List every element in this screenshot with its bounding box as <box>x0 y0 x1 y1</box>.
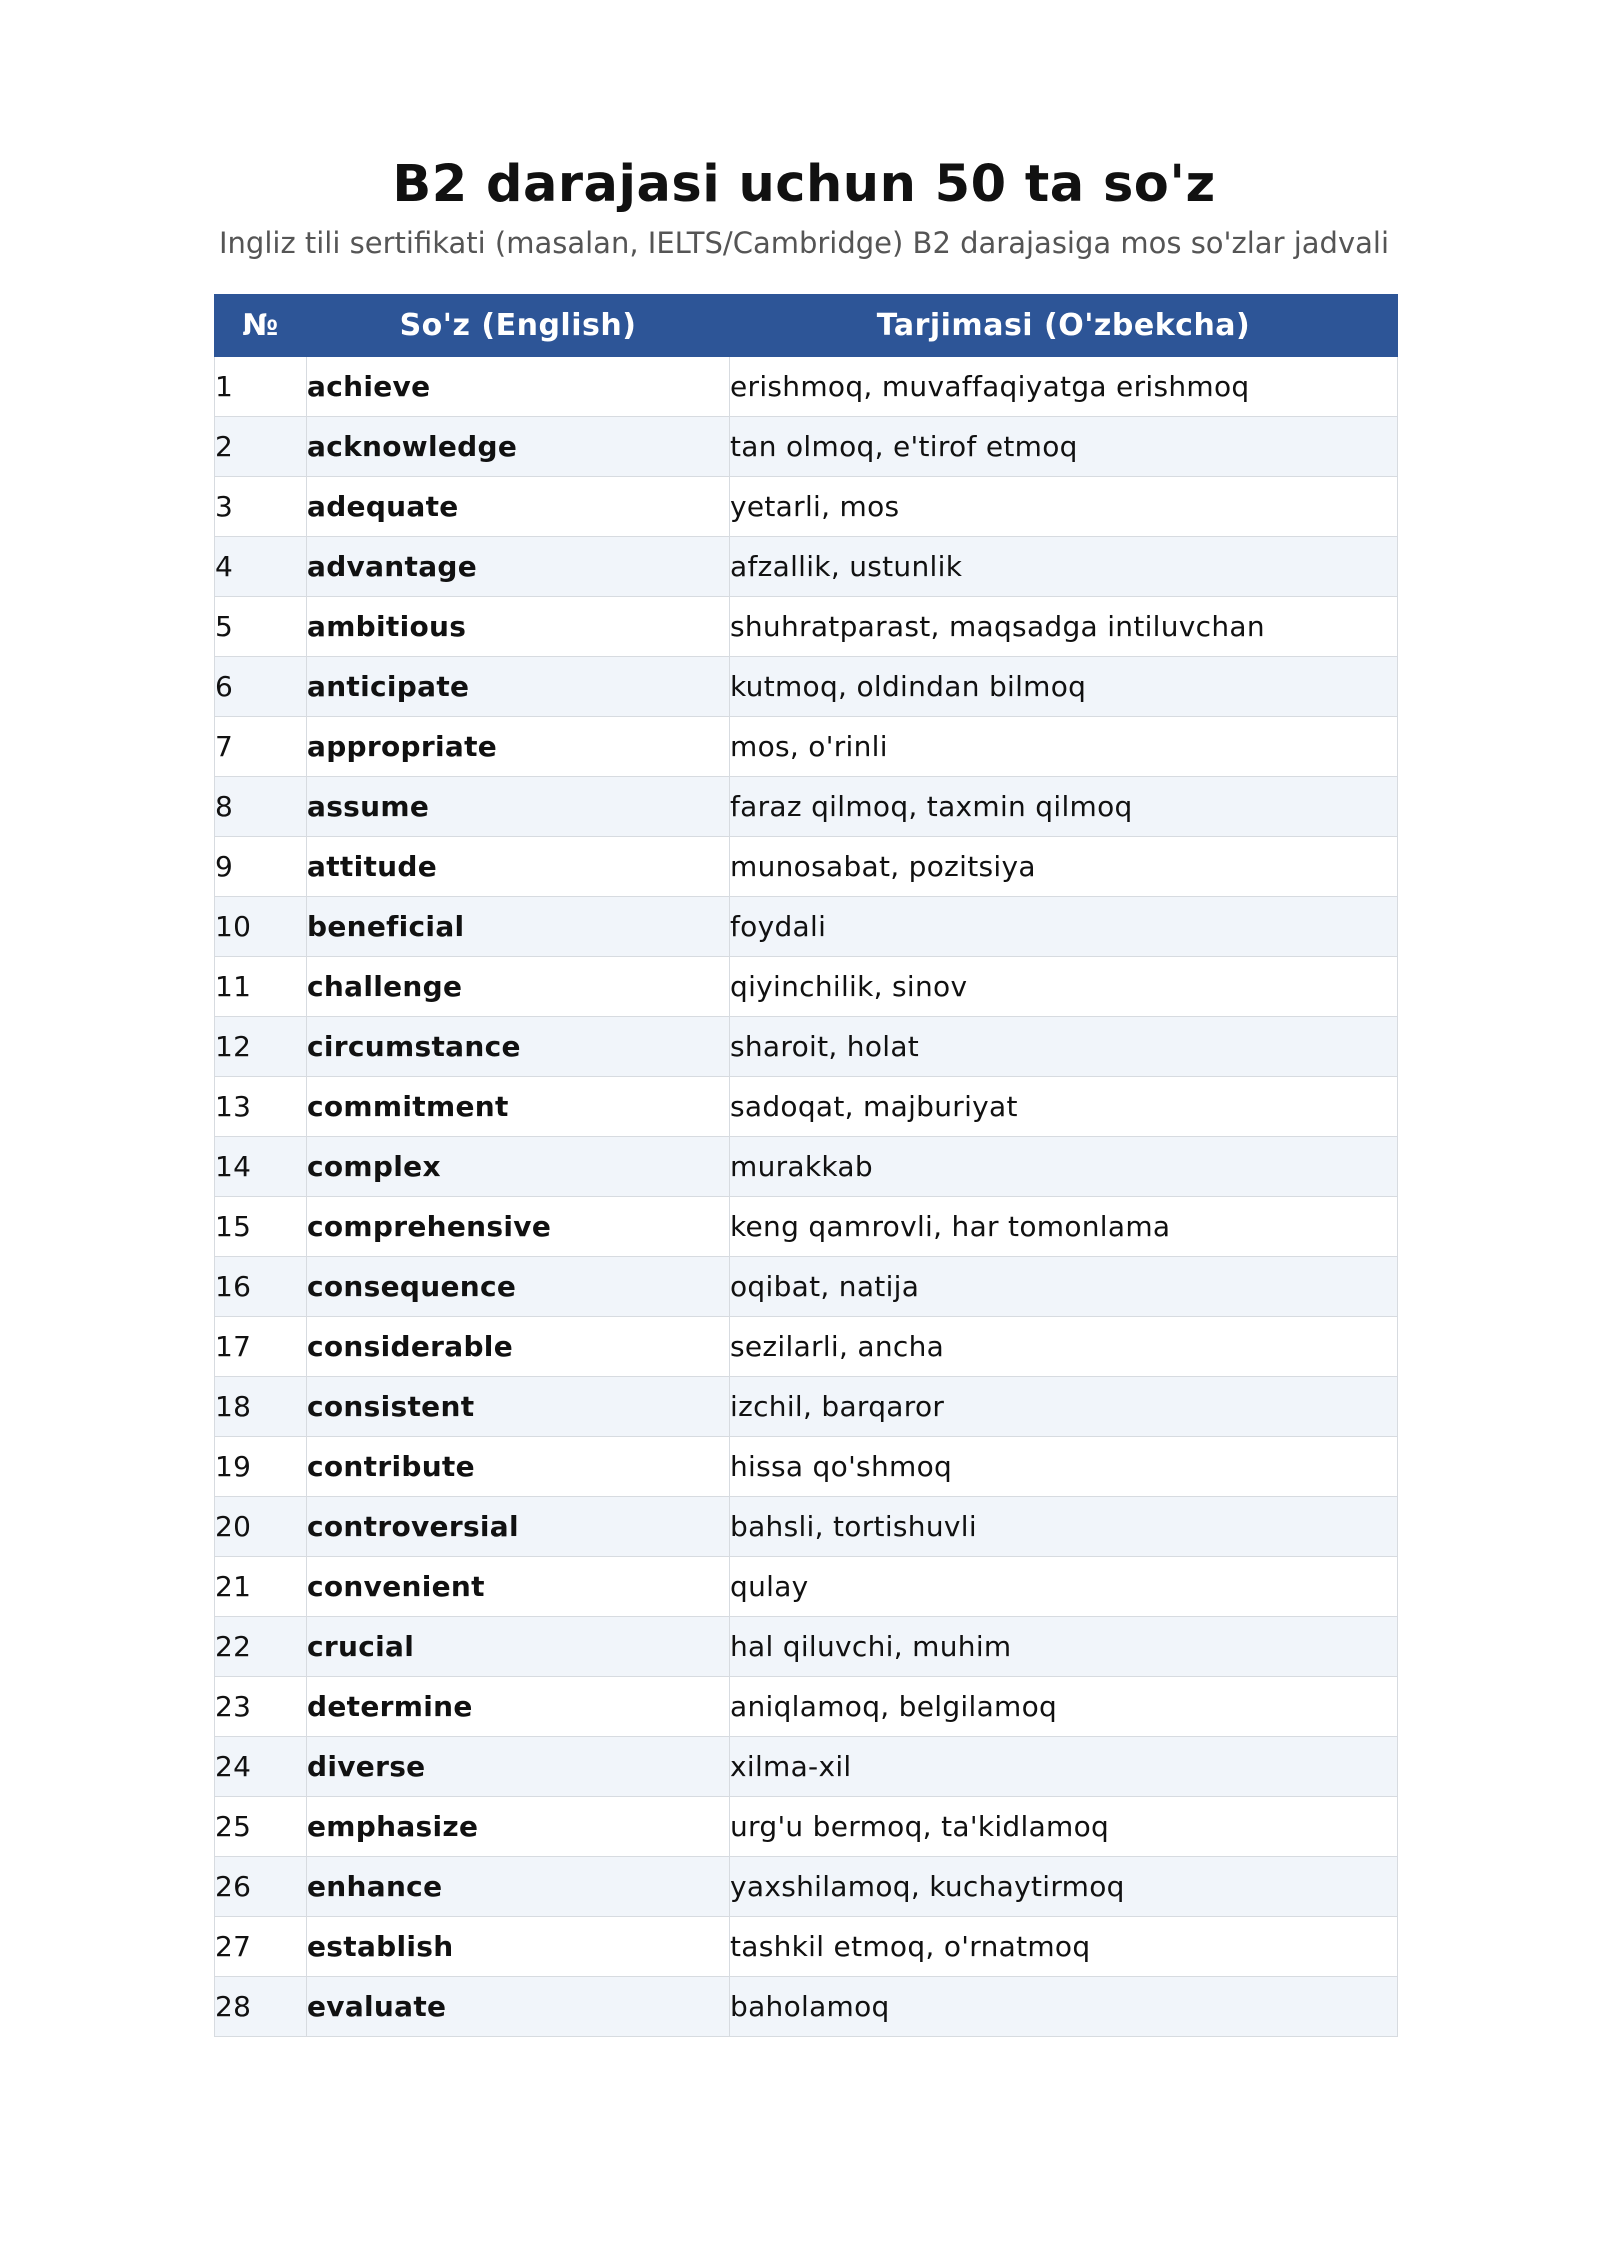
english-word-cell: consistent <box>307 1377 730 1437</box>
table-row <box>215 717 1398 777</box>
row-number-cell: 20 <box>215 1497 307 1557</box>
row-number-cell: 25 <box>215 1797 307 1857</box>
table-row <box>215 1077 1398 1137</box>
table-row <box>215 1377 1398 1437</box>
page-title: B2 darajasi uchun 50 ta so'z <box>392 155 1216 214</box>
table-row <box>215 1977 1398 2037</box>
table-row <box>215 837 1398 897</box>
english-word-cell: achieve <box>307 357 730 417</box>
translation-cell: tan olmoq, e'tirof etmoq <box>730 417 1398 477</box>
english-word-cell: evaluate <box>307 1977 730 2037</box>
table-row <box>215 537 1398 597</box>
row-number-cell: 26 <box>215 1857 307 1917</box>
row-number-cell: 23 <box>215 1677 307 1737</box>
table-row <box>215 357 1398 417</box>
english-word-cell: comprehensive <box>307 1197 730 1257</box>
translation-cell: oqibat, natija <box>730 1257 1398 1317</box>
translation-cell: qulay <box>730 1557 1398 1617</box>
row-number-cell: 17 <box>215 1317 307 1377</box>
row-number-cell: 1 <box>215 357 307 417</box>
row-number-cell: 13 <box>215 1077 307 1137</box>
table-row <box>215 1017 1398 1077</box>
table-row <box>215 1437 1398 1497</box>
translation-cell: hissa qo'shmoq <box>730 1437 1398 1497</box>
translation-cell: sadoqat, majburiyat <box>730 1077 1398 1137</box>
translation-cell: izchil, barqaror <box>730 1377 1398 1437</box>
translation-cell: foydali <box>730 897 1398 957</box>
row-number-cell: 27 <box>215 1917 307 1977</box>
translation-cell: yetarli, mos <box>730 477 1398 537</box>
translation-cell: munosabat, pozitsiya <box>730 837 1398 897</box>
table-row <box>215 1677 1398 1737</box>
english-word-cell: establish <box>307 1917 730 1977</box>
row-number-cell: 7 <box>215 717 307 777</box>
english-word-cell: acknowledge <box>307 417 730 477</box>
english-word-cell: crucial <box>307 1617 730 1677</box>
column-header-word: So'z (English) <box>307 295 730 357</box>
row-number-cell: 19 <box>215 1437 307 1497</box>
table-row <box>215 1497 1398 1557</box>
table-row <box>215 1257 1398 1317</box>
english-word-cell: determine <box>307 1677 730 1737</box>
translation-cell: bahsli, tortishuvli <box>730 1497 1398 1557</box>
vocabulary-table <box>214 294 1398 2037</box>
table-row <box>215 477 1398 537</box>
table-row <box>215 1317 1398 1377</box>
english-word-cell: assume <box>307 777 730 837</box>
english-word-cell: appropriate <box>307 717 730 777</box>
row-number-cell: 21 <box>215 1557 307 1617</box>
translation-cell: keng qamrovli, har tomonlama <box>730 1197 1398 1257</box>
english-word-cell: considerable <box>307 1317 730 1377</box>
table-row <box>215 1737 1398 1797</box>
english-word-cell: commitment <box>307 1077 730 1137</box>
english-word-cell: circumstance <box>307 1017 730 1077</box>
row-number-cell: 12 <box>215 1017 307 1077</box>
row-number-cell: 10 <box>215 897 307 957</box>
translation-cell: sezilarli, ancha <box>730 1317 1398 1377</box>
translation-cell: baholamoq <box>730 1977 1398 2037</box>
translation-cell: faraz qilmoq, taxmin qilmoq <box>730 777 1398 837</box>
row-number-cell: 24 <box>215 1737 307 1797</box>
translation-cell: aniqlamoq, belgilamoq <box>730 1677 1398 1737</box>
table-row <box>215 597 1398 657</box>
translation-cell: shuhratparast, maqsadga intiluvchan <box>730 597 1398 657</box>
english-word-cell: ambitious <box>307 597 730 657</box>
translation-cell: murakkab <box>730 1137 1398 1197</box>
table-body <box>215 357 1398 2037</box>
row-number-cell: 22 <box>215 1617 307 1677</box>
translation-cell: tashkil etmoq, o'rnatmoq <box>730 1917 1398 1977</box>
translation-cell: mos, o'rinli <box>730 717 1398 777</box>
english-word-cell: contribute <box>307 1437 730 1497</box>
row-number-cell: 18 <box>215 1377 307 1437</box>
english-word-cell: adequate <box>307 477 730 537</box>
table-row <box>215 1797 1398 1857</box>
table-row <box>215 1617 1398 1677</box>
english-word-cell: attitude <box>307 837 730 897</box>
table-row <box>215 417 1398 477</box>
table-row <box>215 897 1398 957</box>
row-number-cell: 11 <box>215 957 307 1017</box>
translation-cell: hal qiluvchi, muhim <box>730 1617 1398 1677</box>
english-word-cell: emphasize <box>307 1797 730 1857</box>
table-row <box>215 657 1398 717</box>
row-number-cell: 2 <box>215 417 307 477</box>
row-number-cell: 9 <box>215 837 307 897</box>
row-number-cell: 5 <box>215 597 307 657</box>
english-word-cell: beneficial <box>307 897 730 957</box>
translation-cell: yaxshilamoq, kuchaytirmoq <box>730 1857 1398 1917</box>
row-number-cell: 8 <box>215 777 307 837</box>
english-word-cell: convenient <box>307 1557 730 1617</box>
english-word-cell: advantage <box>307 537 730 597</box>
translation-cell: erishmoq, muvaffaqiyatga erishmoq <box>730 357 1398 417</box>
table-row <box>215 957 1398 1017</box>
translation-cell: afzallik, ustunlik <box>730 537 1398 597</box>
english-word-cell: challenge <box>307 957 730 1017</box>
table-row <box>215 1197 1398 1257</box>
translation-cell: urg'u bermoq, ta'kidlamoq <box>730 1797 1398 1857</box>
english-word-cell: anticipate <box>307 657 730 717</box>
english-word-cell: enhance <box>307 1857 730 1917</box>
translation-cell: kutmoq, oldindan bilmoq <box>730 657 1398 717</box>
table-header <box>215 295 1398 357</box>
translation-cell: xilma-xil <box>730 1737 1398 1797</box>
row-number-cell: 16 <box>215 1257 307 1317</box>
english-word-cell: complex <box>307 1137 730 1197</box>
row-number-cell: 4 <box>215 537 307 597</box>
row-number-cell: 3 <box>215 477 307 537</box>
translation-cell: qiyinchilik, sinov <box>730 957 1398 1017</box>
table-row <box>215 1137 1398 1197</box>
row-number-cell: 15 <box>215 1197 307 1257</box>
table-row <box>215 1917 1398 1977</box>
table-row <box>215 1857 1398 1917</box>
header-row <box>215 295 1398 357</box>
row-number-cell: 28 <box>215 1977 307 2037</box>
english-word-cell: controversial <box>307 1497 730 1557</box>
english-word-cell: consequence <box>307 1257 730 1317</box>
table-row <box>215 777 1398 837</box>
translation-cell: sharoit, holat <box>730 1017 1398 1077</box>
english-word-cell: diverse <box>307 1737 730 1797</box>
page-subtitle: Ingliz tili sertifikati (masalan, IELTS/Cambridge) B2 darajasiga mos so'zlar jadvali <box>218 226 1389 260</box>
row-number-cell: 6 <box>215 657 307 717</box>
row-number-cell: 14 <box>215 1137 307 1197</box>
column-header-number: № <box>215 295 307 357</box>
column-header-translation: Tarjimasi (O'zbekcha) <box>730 295 1398 357</box>
table-row <box>215 1557 1398 1617</box>
